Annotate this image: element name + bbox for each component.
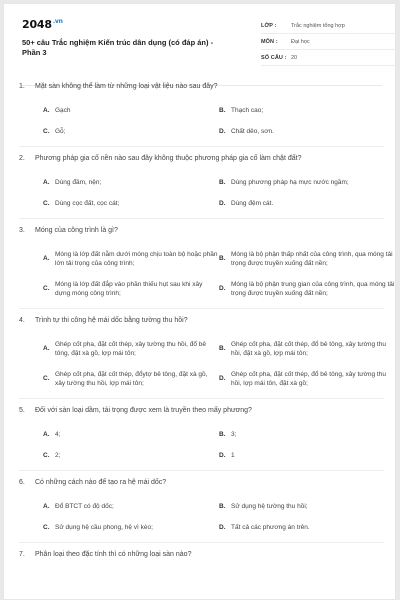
meta-row-subject: [261, 34, 396, 50]
option-text: Ghép cốt pha, đặt cốt thép, xây tường thu hồi, đổ bê tông, đặt xà gồ, lợp mái tôn;: [55, 340, 206, 357]
meta-value: 20: [291, 54, 298, 61]
option-text: Móng là lớp đất nằm dưới móng chịu toàn bộ hoặc phần lớn tải trọng của công trình;: [55, 250, 218, 267]
question-number: 5.: [19, 407, 25, 414]
option-grid: [43, 100, 384, 142]
option-text: Sử dụng hệ cầu phong, hệ vì kèo;: [55, 524, 153, 532]
question-stem: Phương pháp gia cố nền nào sau đây không thuộc phương pháp gia cố làm chặt đất?: [35, 155, 302, 162]
answer-option[interactable]: [219, 364, 395, 394]
answer-option[interactable]: [43, 364, 219, 394]
answer-option[interactable]: [219, 518, 395, 538]
question-number: 7.: [19, 551, 25, 558]
meta-row-count: [261, 50, 396, 66]
question-text: [19, 406, 384, 424]
option-letter: B.: [219, 503, 226, 511]
question-text: [19, 316, 384, 334]
option-letter: C.: [43, 200, 50, 208]
answer-option[interactable]: [219, 334, 395, 364]
question-separator: [19, 218, 384, 219]
option-text: Dùng đầm, nện;: [55, 179, 102, 187]
option-letter: A.: [43, 503, 50, 511]
option-text: Móng là bộ phận trung gian của công trình, qua móng tải trọng được truyền xuống đất nền;: [231, 280, 395, 297]
option-letter: C.: [43, 375, 50, 383]
option-letter: B.: [219, 179, 226, 187]
option-letter: D.: [219, 524, 226, 532]
site-logo[interactable]: [22, 18, 63, 31]
question-item: [19, 406, 384, 471]
option-letter: D.: [219, 128, 226, 136]
answer-option[interactable]: [43, 334, 219, 364]
question-item: [19, 316, 384, 399]
option-letter: D.: [219, 285, 226, 293]
option-text: Dùng phương pháp hạ mực nước ngầm;: [231, 179, 349, 187]
option-text: Dùng cọc đất, cọc cát;: [55, 200, 120, 208]
meta-key: SỐ CÂU :: [261, 54, 287, 61]
option-text: Gạch: [55, 107, 71, 115]
document-title: 50+ câu Trắc nghiệm Kiến trúc dân dụng (có đáp án) - Phần 3: [22, 38, 214, 57]
option-letter: C.: [43, 285, 50, 293]
option-letter: C.: [43, 524, 50, 532]
answer-option[interactable]: [219, 496, 395, 518]
option-letter: A.: [43, 255, 50, 263]
answer-option[interactable]: [219, 194, 395, 214]
option-text: 1: [231, 452, 235, 460]
question-separator: [19, 398, 384, 399]
answer-option[interactable]: [219, 122, 395, 142]
question-stem: Đối với sàn loại dầm, tải trọng được xem là truyền theo mấy phương?: [35, 407, 252, 414]
answer-option[interactable]: [219, 100, 395, 122]
option-text: Ghép cốt pha, đặt cốt thép, đổ bê tông, xây tường thu hồi, lợp mái tôn, đặt xà gồ;: [231, 370, 386, 387]
meta-table: [261, 18, 396, 66]
option-grid: [43, 172, 384, 214]
option-letter: B.: [219, 345, 226, 353]
answer-option[interactable]: [43, 244, 219, 274]
option-letter: D.: [219, 375, 226, 383]
option-letter: C.: [43, 128, 50, 136]
question-stem: Có những cách nào để tạo ra hệ mái dốc?: [35, 479, 167, 486]
option-text: Gỗ;: [55, 128, 66, 136]
option-text: Ghép cốt pha, đặt cốt thép, đổytợ bê tông, đặt xà gồ, xây tường thu hồi, lợp mái tôn;: [55, 370, 208, 387]
question-item: [19, 478, 384, 543]
answer-option[interactable]: [219, 244, 395, 274]
question-item: [19, 550, 384, 568]
meta-key: MÔN :: [261, 38, 278, 45]
option-text: Móng là lớp đất đắp vào phần thiếu hụt sau khi xây dựng móng công trình;: [55, 280, 203, 297]
question-separator: [19, 470, 384, 471]
logo-text: 2048: [22, 18, 52, 31]
question-separator: [19, 542, 384, 543]
logo-suffix: .vn: [52, 18, 63, 26]
meta-row-class: [261, 18, 396, 34]
option-letter: A.: [43, 107, 50, 115]
document-header: [22, 18, 382, 74]
option-letter: B.: [219, 431, 226, 439]
option-grid: [43, 334, 384, 394]
option-text: 3;: [231, 431, 237, 439]
meta-value: Trắc nghiệm tổng hợp: [291, 22, 345, 29]
question-separator: [19, 308, 384, 309]
option-letter: A.: [43, 179, 50, 187]
meta-key: LỚP :: [261, 22, 277, 29]
answer-option[interactable]: [43, 274, 219, 304]
question-stem: Móng của công trình là gì?: [35, 227, 118, 234]
question-list: [19, 82, 395, 568]
question-stem: Trình tự thi công hệ mái dốc bằng tường thu hồi?: [35, 317, 188, 324]
question-item: [19, 154, 384, 219]
question-item: [19, 226, 395, 309]
option-letter: C.: [43, 452, 50, 460]
option-grid: [43, 496, 384, 538]
answer-option[interactable]: [43, 194, 219, 214]
answer-option[interactable]: [219, 274, 395, 304]
answer-option[interactable]: [219, 172, 395, 194]
option-text: 4;: [55, 431, 61, 439]
question-separator: [19, 146, 384, 147]
option-text: 2;: [55, 452, 61, 460]
option-text: Ghép cốt pha, đặt cốt thép, đổ bê tông, xây tường thu hồi, đặt xà gồ, lợp mái tôn;: [231, 340, 386, 357]
question-text: [19, 82, 384, 100]
option-text: Dùng đệm cát.: [231, 200, 274, 208]
question-text: [19, 154, 384, 172]
option-letter: A.: [43, 431, 50, 439]
question-number: 4.: [19, 317, 25, 324]
option-text: Móng là bộ phận thấp nhất của công trình, qua móng tải trọng được truyền xuống đất nền;: [231, 250, 393, 267]
answer-option[interactable]: [43, 100, 219, 122]
option-letter: B.: [219, 107, 226, 115]
option-grid: [43, 244, 395, 304]
option-text: Đổ BTCT có độ dốc;: [55, 503, 114, 511]
option-letter: D.: [219, 200, 226, 208]
option-letter: D.: [219, 452, 226, 460]
question-text: [19, 478, 384, 496]
question-text: [19, 550, 384, 568]
option-letter: A.: [43, 345, 50, 353]
answer-option[interactable]: [43, 518, 219, 538]
option-text: Thạch cao;: [231, 107, 264, 115]
question-number: 1.: [19, 83, 25, 90]
question-text: [19, 226, 384, 244]
document-page: [3, 3, 396, 600]
option-letter: B.: [219, 255, 226, 263]
question-item: [19, 82, 384, 147]
answer-option[interactable]: [43, 122, 219, 142]
question-number: 2.: [19, 155, 25, 162]
answer-option[interactable]: [43, 172, 219, 194]
question-stem: Mặt sàn không thể làm từ những loại vật liệu nào sau đây?: [35, 83, 218, 90]
answer-option[interactable]: [43, 496, 219, 518]
answer-option[interactable]: [219, 446, 395, 466]
answer-option[interactable]: [43, 446, 219, 466]
answer-option[interactable]: [219, 424, 395, 446]
option-grid: [43, 424, 384, 466]
question-number: 3.: [19, 227, 25, 234]
option-text: Tất cả các phương án trên.: [231, 524, 310, 532]
meta-value: Đại học: [291, 38, 310, 45]
option-text: Sử dụng hệ tường thu hồi;: [231, 503, 308, 511]
question-number: 6.: [19, 479, 25, 486]
answer-option[interactable]: [43, 424, 219, 446]
question-stem: Phân loại theo đặc tính thì có những loại sàn nào?: [35, 551, 192, 558]
option-text: Chất dẻo, sơn.: [231, 128, 274, 136]
